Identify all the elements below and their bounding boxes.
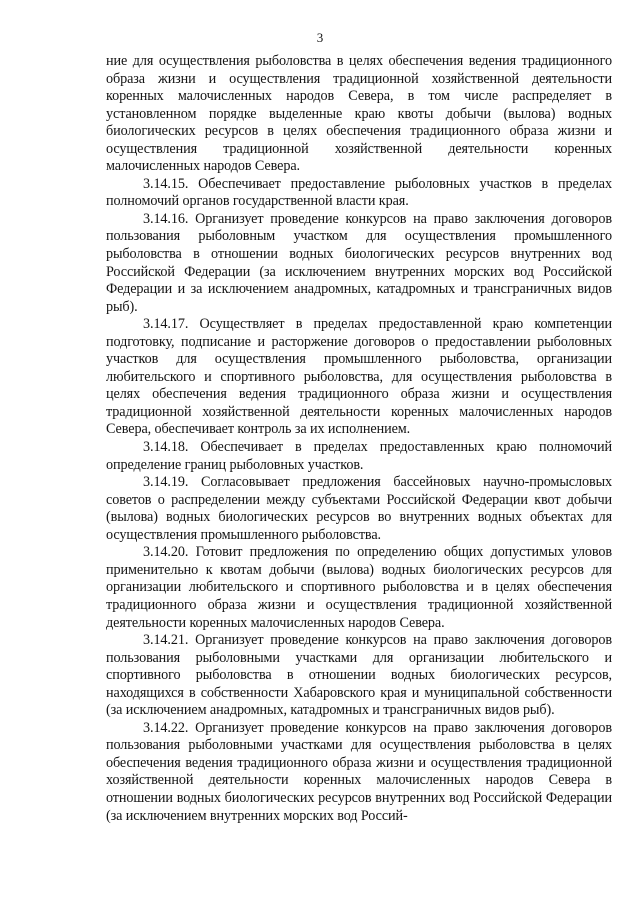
document-body xyxy=(106,53,612,825)
paragraph-3-14-20: 3.14.20. Готовит предложения по определению общих допустимых уловов применительно к квотам добычи (вылова) водных биологических ресурсов для организации любительского и спортивного рыболовства и в целях обеспечения традиционного образа жизни и осуществления традиционной хозяйственной деятельности коренных малочисленных народов Севера. xyxy=(106,544,612,631)
paragraph-3-14-15: 3.14.15. Обеспечивает предоставление рыболовных участков в пределах полномочий органов государственной власти края. xyxy=(106,175,612,210)
paragraph-3-14-22: 3.14.22. Организует проведение конкурсов на право заключения договоров пользования рыболовными участками для осуществления рыболовства в целях обеспечения ведения традиционного образа жизни и осуществления традиционной хозяйственной деятельности коренных малочисленных народов Севера в отношении водных биологических ресурсов внутренних вод Российской Федерации (за исключением внутренних морских вод Россий- xyxy=(106,719,612,824)
paragraph-3-14-18: 3.14.18. Обеспечивает в пределах предоставленных краю полномочий определение границ рыболовных участков. xyxy=(106,439,612,473)
paragraph-3-14-19: 3.14.19. Согласовывает предложения бассейновых научно-промысловых советов о распределении между субъектами Российской Федерации квот добычи (вылова) водных биологических ресурсов во внутренних водных объектах для осуществления промышленного рыболовства. xyxy=(106,474,612,543)
paragraph-3-14-21: 3.14.21. Организует проведение конкурсов на право заключения договоров пользования рыболовными участками для организации любительского и спортивного рыболовства в отношении водных биологических ресурсов, находящихся в собственности Хабаровского края и муниципальной собственности (за исключением анадромных, катадромных и трансграничных видов рыб). xyxy=(106,632,612,719)
paragraph-continuation: ние для осуществления рыболовства в целях обеспечения ведения традиционного образа жизни и осуществления традиционной хозяйственной деятельности коренных малочисленных народов Севера, в том числе распределяет в установленном порядке выделенные краю квоты добычи (вылова) водных биологических ресурсов в целях обеспечения традиционного образа жизни и осуществления традиционной хозяйственной деятельности коренных малочисленных народов Севера. xyxy=(106,53,612,175)
paragraph-3-14-17: 3.14.17. Осуществляет в пределах предоставленной краю компетенции подготовку, подписание и расторжение договоров о предоставлении рыболовных участков для осуществления промышленного рыболовства, организации любительского и спортивного рыболовства, для осуществления рыболовства в целях обеспечения ведения традиционного образа жизни и осуществления традиционной хозяйственной деятельности коренных малочисленных народов Севера, обеспечивает контроль за их исполнением. xyxy=(106,316,612,438)
paragraph-3-14-16: 3.14.16. Организует проведение конкурсов на право заключения договоров пользования рыболовным участком для осуществления промышленного рыболовства в отношении водных биологических ресурсов внутренних вод Российской Федерации (за исключением внутренних морских вод Российской Федерации и за исключением анадромных, катадромных и трансграничных видов рыб). xyxy=(106,210,612,315)
page-number: 3 xyxy=(316,30,324,45)
